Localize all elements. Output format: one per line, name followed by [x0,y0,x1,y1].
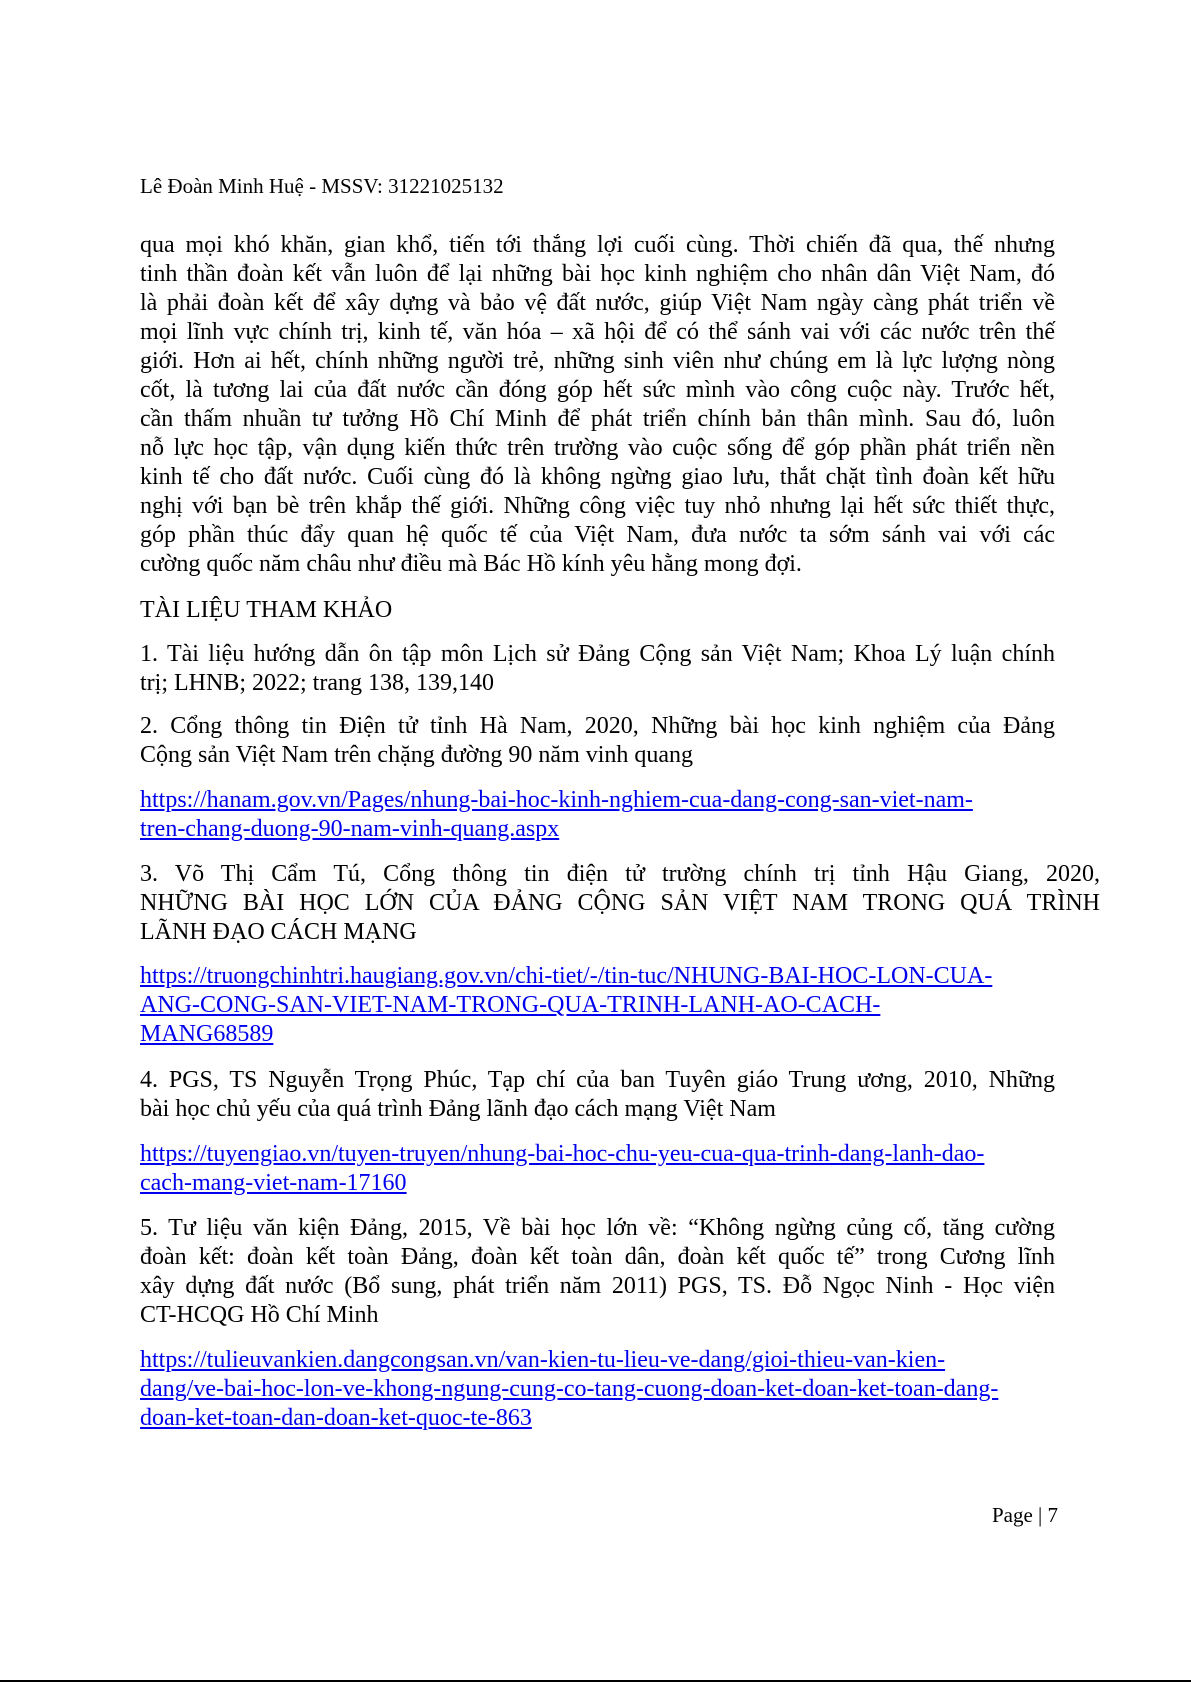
link-line: https://truongchinhtri.haugiang.gov.vn/chi-tiet/-/tin-tuc/NHUNG-BAI-HOC-LON-CUA- [140,963,993,989]
reference-text-line: xây dựng đất nước (Bổ sung, phát triển năm 2011) PGS, TS. Đỗ Ngọc Ninh - Học viện [140,1273,1055,1299]
reference-text-line: CT-HCQG Hồ Chí Minh [140,1302,379,1328]
link-line: MANG68589 [140,1021,274,1047]
text-line: kinh tế cho đất nước. Cuối cùng đó là không ngừng giao lưu, thắt chặt tình đoàn kết hữu [140,464,1055,490]
reference-item-3 [140,860,1100,947]
text-line: giới. Hơn ai hết, chính những người trẻ, những sinh viên như chúng em là lực lượng nòng [140,348,1055,374]
text-line: cần thấm nhuần tư tưởng Hồ Chí Minh để phát triển chính bản thân mình. Sau đó, luôn [140,406,1055,432]
link-line: doan-ket-toan-dan-doan-ket-quoc-te-863 [140,1405,532,1431]
link-line: https://hanam.gov.vn/Pages/nhung-bai-hoc-kinh-nghiem-cua-dang-cong-san-viet-nam- [140,787,973,813]
references-heading: TÀI LIỆU THAM KHẢO [140,597,393,623]
reference-text-line: 5. Tư liệu văn kiện Đảng, 2015, Về bài học lớn về: “Không ngừng củng cố, tăng cường [140,1215,1055,1241]
text-line: là phải đoàn kết để xây dựng và bảo vệ đất nước, giúp Việt Nam ngày càng phát triển về [140,290,1055,316]
page-number: Page | 7 [991,1503,1058,1527]
reference-text-line: LÃNH ĐẠO CÁCH MẠNG [140,919,417,945]
text-line: nghị với bạn bè trên khắp thế giới. Những công việc tuy nhỏ nhưng lại hết sức thiết thực, [140,493,1055,519]
text-line: nỗ lực học tập, vận dụng kiến thức trên trường vào cuộc sống để góp phần phát triển nền [140,435,1055,461]
text-line: cường quốc năm châu như điều mà Bác Hồ kính yêu hằng mong đợi. [140,551,802,577]
page-header: Lê Đoàn Minh Huệ - MSSV: 31221025132 [140,174,504,198]
reference-text-line: 3. Võ Thị Cẩm Tú, Cổng thông tin điện tử trường chính trị tỉnh Hậu Giang, 2020, [140,861,1100,887]
link-line: dang/ve-bai-hoc-lon-ve-khong-ngung-cung-co-tang-cuong-doan-ket-doan-ket-toan-dang- [140,1376,999,1402]
page-bottom-divider [0,1680,1191,1682]
reference-text-line: 4. PGS, TS Nguyễn Trọng Phúc, Tạp chí của ban Tuyên giáo Trung ương, 2010, Những [140,1067,1055,1093]
reference-item-5 [140,1214,1055,1330]
link-line: ANG-CONG-SAN-VIET-NAM-TRONG-QUA-TRINH-LANH-AO-CACH- [140,992,881,1018]
text-line: mọi lĩnh vực chính trị, kinh tế, văn hóa – xã hội để có thể sánh vai với các nước trên thế [140,319,1055,345]
link-line: cach-mang-viet-nam-17160 [140,1170,407,1196]
link-line: https://tulieuvankien.dangcongsan.vn/van-kien-tu-lieu-ve-dang/gioi-thieu-van-kien- [140,1347,946,1373]
text-line: tinh thần đoàn kết vẫn luôn để lại những bài học kinh nghiệm cho nhân dân Việt Nam, đó [140,261,1055,287]
reference-item-1 [140,640,1055,698]
link-line: tren-chang-duong-90-nam-vinh-quang.aspx [140,816,560,842]
link-line: https://tuyengiao.vn/tuyen-truyen/nhung-bai-hoc-chu-yeu-cua-qua-trinh-dang-lanh-dao- [140,1141,985,1167]
reference-link-4[interactable] [140,1140,984,1198]
text-line: qua mọi khó khăn, gian khổ, tiến tới thắng lợi cuối cùng. Thời chiến đã qua, thế nhưng [140,232,1055,258]
reference-text-line: 2. Cổng thông tin Điện tử tỉnh Hà Nam, 2020, Những bài học kinh nghiệm của Đảng [140,713,1055,739]
reference-text-line: Cộng sản Việt Nam trên chặng đường 90 năm vinh quang [140,742,694,768]
reference-item-4 [140,1066,1055,1124]
reference-link-2[interactable] [140,786,973,844]
reference-text-line: bài học chủ yếu của quá trình Đảng lãnh đạo cách mạng Việt Nam [140,1096,776,1122]
reference-link-3[interactable] [140,962,992,1049]
reference-text-line: NHỮNG BÀI HỌC LỚN CỦA ĐẢNG CỘNG SẢN VIỆT NAM TRONG QUÁ TRÌNH [140,890,1100,916]
reference-item-2 [140,712,1055,770]
text-line: góp phần thúc đẩy quan hệ quốc tế của Việt Nam, đưa nước ta sớm sánh vai với các [140,522,1055,548]
reference-text-line: trị; LHNB; 2022; trang 138, 139,140 [140,670,494,696]
text-line: cốt, là tương lai của đất nước cần đóng góp hết sức mình vào công cuộc này. Trước hết, [140,377,1055,403]
reference-link-5[interactable] [140,1346,998,1433]
reference-text-line: 1. Tài liệu hướng dẫn ôn tập môn Lịch sử Đảng Cộng sản Việt Nam; Khoa Lý luận chính [140,641,1055,667]
reference-text-line: đoàn kết: đoàn kết toàn Đảng, đoàn kết toàn dân, đoàn kết quốc tế” trong Cương lĩnh [140,1244,1055,1270]
body-paragraph [140,231,1055,579]
